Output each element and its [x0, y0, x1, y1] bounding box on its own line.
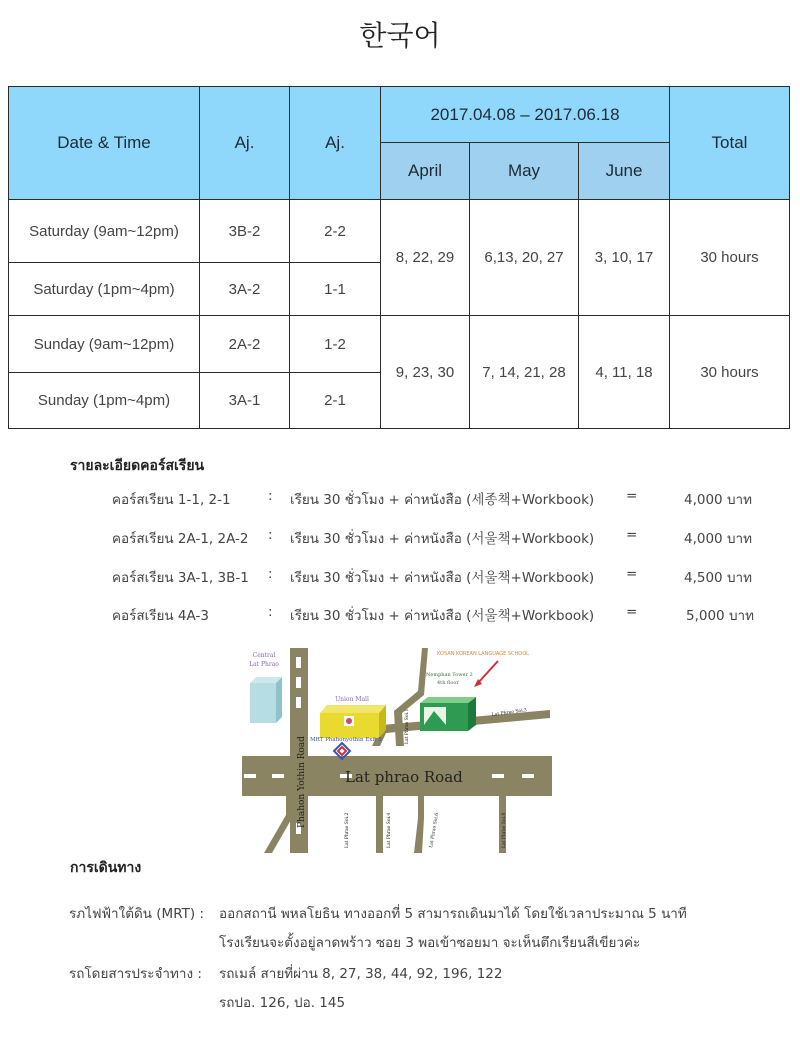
cell-total: 30 hours	[670, 316, 790, 429]
svg-text:Lat Phrao Soi.6: Lat Phrao Soi.6	[429, 812, 441, 849]
course-label: คอร์สเรียน 4A-3	[112, 608, 209, 624]
svg-text:Lat Phrao Soi.3: Lat Phrao Soi.3	[491, 708, 528, 718]
cell-may: 6,13, 20, 27	[470, 200, 579, 316]
mrt-directions-line-1: ออกสถานี พหลโยธิน ทางออกที่ 5 สามารถเดินมาได้ โดยใช้เวลาประมาณ 5 นาที	[219, 906, 687, 922]
bus-routes-line-2: รถปอ. 126, ปอ. 145	[219, 995, 346, 1011]
bus-routes-line-1: รถเมล์ สายที่ผ่าน 8, 27, 38, 44, 92, 196, 122	[219, 966, 503, 982]
course-label: คอร์สเรียน 1-1, 2-1	[112, 492, 231, 508]
cell-april: 9, 23, 30	[381, 316, 470, 429]
cell-june: 4, 11, 18	[579, 316, 670, 429]
table-row	[9, 200, 790, 263]
cell-april: 8, 22, 29	[381, 200, 470, 316]
course-sep: :	[268, 604, 273, 620]
header-month-june: June	[579, 143, 670, 200]
svg-text:4th floor: 4th floor	[437, 680, 459, 686]
header-period: 2017.04.08 – 2017.06.18	[381, 87, 670, 143]
svg-text:Lat Phrao Soi.1: Lat Phrao Soi.1	[405, 708, 410, 744]
cell-aj-2: 1-1	[290, 263, 381, 316]
page-title: 한국어	[359, 19, 441, 52]
course-label: คอร์สเรียน 2A-1, 2A-2	[112, 531, 249, 547]
cell-total: 30 hours	[670, 200, 790, 316]
course-sep: :	[268, 566, 273, 582]
header-total: Total	[670, 87, 790, 200]
course-price: 4,000 บาท	[684, 531, 752, 547]
location-map	[242, 643, 552, 853]
header-month-may: May	[470, 143, 579, 200]
course-eq: =	[626, 566, 638, 582]
course-eq: =	[626, 527, 638, 543]
course-desc: เรียน 30 ชั่วโมง + ค่าหนังสือ (세종책+Workbook)	[290, 492, 595, 508]
cell-aj-2: 2-1	[290, 373, 381, 429]
cell-may: 7, 14, 21, 28	[470, 316, 579, 429]
course-desc: เรียน 30 ชั่วโมง + ค่าหนังสือ (서울책+Workbook)	[290, 570, 595, 586]
svg-text:Lat Phrao Soi.8: Lat Phrao Soi.8	[502, 812, 507, 848]
course-price: 4,500 บาท	[684, 570, 752, 586]
mrt-label: รภไฟฟ้าใต้ดิน (MRT) :	[69, 906, 204, 922]
svg-text:Nemphan Tower 2: Nemphan Tower 2	[426, 672, 473, 678]
course-eq: =	[626, 488, 638, 504]
cell-date-time: Sunday (9am~12pm)	[9, 316, 200, 373]
svg-text:Lat Phrao Soi.4: Lat Phrao Soi.4	[387, 812, 392, 848]
cell-june: 3, 10, 17	[579, 200, 670, 316]
svg-text:MRT Phahonyothin Exit 5: MRT Phahonyothin Exit 5	[310, 737, 382, 743]
course-desc: เรียน 30 ชั่วโมง + ค่าหนังสือ (서울책+Workbook)	[290, 531, 595, 547]
cell-date-time: Saturday (1pm~4pm)	[9, 263, 200, 316]
course-sep: :	[268, 527, 273, 543]
svg-text:Lat Phrao: Lat Phrao	[249, 661, 279, 668]
course-eq: =	[626, 604, 638, 620]
header-date-time: Date & Time	[9, 87, 200, 200]
cell-date-time: Saturday (9am~12pm)	[9, 200, 200, 263]
header-aj-2: Aj.	[290, 87, 381, 200]
course-details-heading: รายละเอียดคอร์สเรียน	[70, 458, 205, 474]
schedule-table	[8, 86, 790, 429]
course-sep: :	[268, 488, 273, 504]
table-row	[9, 316, 790, 373]
svg-text:Union Mall: Union Mall	[335, 696, 369, 703]
cell-aj-1: 3B-2	[200, 200, 290, 263]
cell-aj-2: 1-2	[290, 316, 381, 373]
course-label: คอร์สเรียน 3A-1, 3B-1	[112, 570, 249, 586]
header-month-april: April	[381, 143, 470, 200]
course-price: 4,000 บาท	[684, 492, 752, 508]
cell-aj-1: 3A-1	[200, 373, 290, 429]
cell-aj-1: 3A-2	[200, 263, 290, 316]
svg-text:Phahon Yothin Road: Phahon Yothin Road	[297, 736, 307, 828]
travel-heading: การเดินทาง	[70, 860, 142, 876]
bus-label: รถโดยสารประจำทาง :	[69, 966, 202, 982]
cell-aj-2: 2-2	[290, 200, 381, 263]
cell-aj-1: 2A-2	[200, 316, 290, 373]
svg-text:Lat Phrao Soi.2: Lat Phrao Soi.2	[345, 812, 350, 848]
header-aj-1: Aj.	[200, 87, 290, 200]
mrt-directions-line-2: โรงเรียนจะตั้งอยู่ลาดพร้าว ซอย 3 พอเข้าซอยมา จะเห็นตึกเรียนสีเขียวค่ะ	[219, 935, 641, 951]
school-label: KOSAN KOREAN LANGUAGE SCHOOL	[437, 651, 529, 657]
cell-date-time: Sunday (1pm~4pm)	[9, 373, 200, 429]
road-label: Lat phrao Road	[345, 768, 463, 786]
svg-text:Central: Central	[252, 652, 276, 659]
course-price: 5,000 บาท	[686, 608, 754, 624]
course-desc: เรียน 30 ชั่วโมง + ค่าหนังสือ (서울책+Workbook)	[290, 608, 595, 624]
